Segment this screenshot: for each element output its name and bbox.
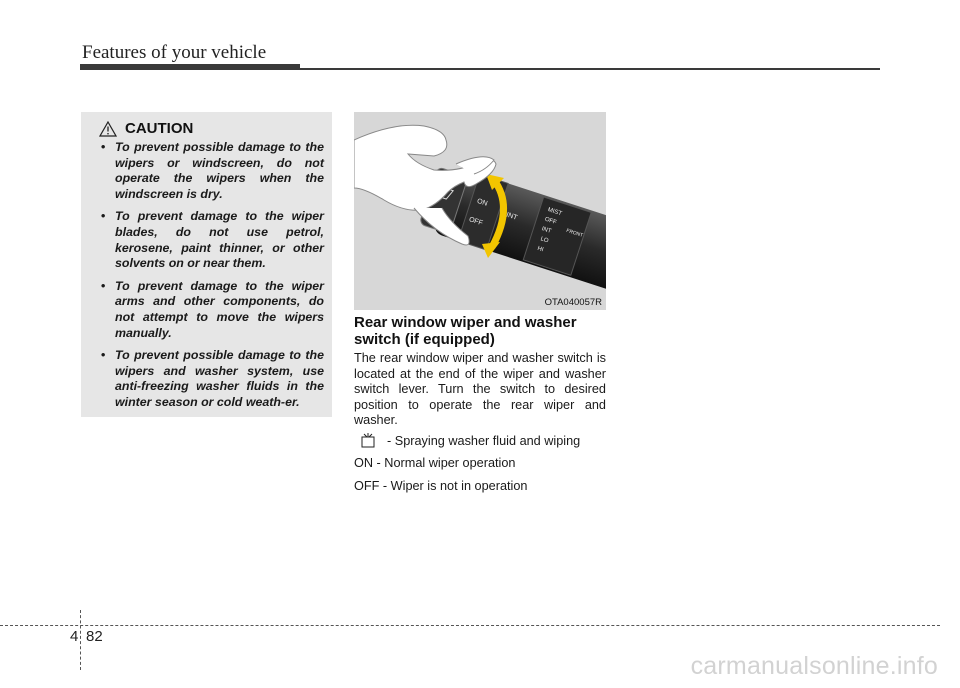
caution-title: CAUTION xyxy=(125,120,194,137)
on-item: ON - Normal wiper operation xyxy=(354,456,516,470)
label-on: ON xyxy=(476,197,489,208)
section-title: Rear window wiper and washer switch (if equipped) xyxy=(354,314,577,348)
label-int-front: INT xyxy=(540,226,552,235)
caution-item: • To prevent possible damage to the wipers and washer system, use anti-freezing washer fluids in the winter season or cold weath-er. xyxy=(93,348,324,410)
hand-on-switch-illustration xyxy=(354,112,606,310)
watermark: carmanualsonline.info xyxy=(690,652,938,680)
caution-item: • To prevent damage to the wiper blades, do not use petrol, kerosene, paint thinner, or other solvents on or near them. xyxy=(93,209,324,271)
caution-list xyxy=(93,140,324,411)
caution-box xyxy=(81,112,332,417)
figure-code: OTA040057R xyxy=(544,297,602,308)
wiper-switch-illustration xyxy=(354,112,606,310)
washer-item-text: - Spraying washer fluid and wiping xyxy=(387,434,581,448)
warning-triangle-icon xyxy=(99,121,117,137)
washer-spray-icon xyxy=(357,433,379,449)
caution-header xyxy=(99,120,324,137)
label-int: INT xyxy=(505,211,519,222)
page-number: 82 xyxy=(86,628,103,645)
page-section-number: 4 xyxy=(70,628,79,645)
label-mist: MIST xyxy=(546,207,563,218)
section-body: The rear window wiper and washer switch is located at the end of the wiper and washer switch lever. Turn the switch to desired position to operate the rear wiper and washer. xyxy=(354,351,606,427)
label-hi: HI xyxy=(536,245,545,254)
footer-divider xyxy=(80,610,81,670)
label-front: FRONT xyxy=(565,227,584,239)
header-rule xyxy=(80,68,880,70)
footer-rule xyxy=(0,625,940,626)
washer-item xyxy=(354,433,580,449)
off-item: OFF - Wiper is not in operation xyxy=(354,479,528,493)
caution-item: • To prevent possible damage to the wipers or windscreen, do not operate the wipers when the windscreen is dry. xyxy=(93,140,324,202)
label-off-front: OFF xyxy=(543,216,558,227)
label-lo: LO xyxy=(539,236,550,245)
caution-item: • To prevent damage to the wiper arms and other components, do not attempt to move the wipers manually. xyxy=(93,279,324,341)
label-off: OFF xyxy=(467,216,484,228)
page-header-title: Features of your vehicle xyxy=(82,42,267,63)
